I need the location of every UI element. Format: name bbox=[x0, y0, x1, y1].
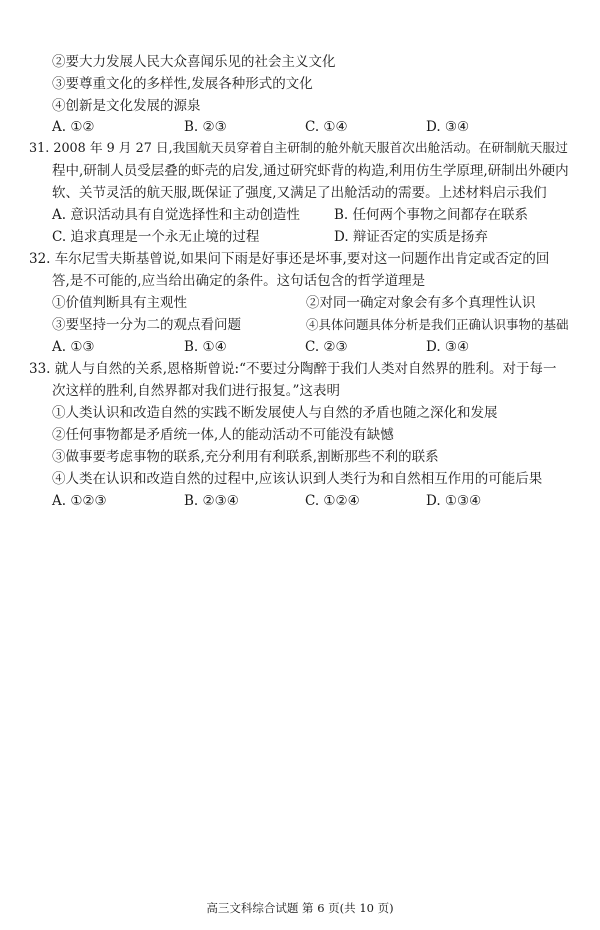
q31-option-b: B. 任何两个事物之间都存在联系 bbox=[334, 207, 529, 223]
q32-statement-2: ②对同一确定对象会有多个真理性认识 bbox=[306, 295, 536, 311]
q31-stem-line-1: 31. 2008 年 9 月 27 日,我国航天员穿着自主研制的舱外航天服首次出舱活动。在研制航天服过 bbox=[29, 141, 568, 156]
q32-statement-4: ④具体问题具体分析是我们正确认识事物的基础 bbox=[306, 317, 569, 332]
q33-statement-1: ①人类认识和改造自然的实践不断发展使人与自然的矛盾也随之深化和发展 bbox=[52, 405, 498, 421]
q33-option-a: A. ①②③ bbox=[52, 493, 107, 509]
q33-statement-4: ④人类在认识和改造自然的过程中,应该认识到人类行为和自然相互作用的可能后果 bbox=[52, 471, 543, 487]
q30-option-d: D. ③④ bbox=[426, 119, 470, 135]
q31-option-a: A. 意识活动具有自觉选择性和主动创造性 bbox=[52, 207, 300, 223]
q30-option-c: C. ①④ bbox=[305, 119, 348, 135]
q30-option-b: B. ②③ bbox=[184, 119, 227, 135]
q32-stem-line-1: 32. 车尔尼雪夫斯基曾说,如果问下雨是好事还是坏事,要对这一问题作出肯定或否定的回 bbox=[29, 251, 550, 267]
q33-stem-line-2: 次这样的胜利,自然界都对我们进行报复。”这表明 bbox=[52, 383, 340, 399]
q30-option-a: A. ①② bbox=[52, 119, 95, 135]
q30-options bbox=[52, 118, 552, 138]
page-footer: 高三文科综合试题 第 6 页(共 10 页) bbox=[206, 901, 394, 915]
q33-option-d: D. ①③④ bbox=[426, 493, 482, 509]
q30-statement-4: ④创新是文化发展的源泉 bbox=[52, 98, 201, 114]
q33-stem-line-1: 33. 就人与自然的关系,恩格斯曾说:“不要过分陶醉于我们人类对自然界的胜利。对于每一 bbox=[29, 361, 557, 377]
q33-options bbox=[52, 492, 552, 512]
q32-options bbox=[52, 338, 552, 358]
q32-option-c: C. ②③ bbox=[305, 339, 348, 355]
q31-option-c: C. 追求真理是一个永无止境的过程 bbox=[52, 229, 260, 245]
q32-statement-3: ③要坚持一分为二的观点看问题 bbox=[52, 317, 241, 333]
q31-stem-line-3: 软、关节灵活的航天服,既保证了强度,又满足了出舱活动的需要。上述材料启示我们 bbox=[52, 185, 547, 201]
q32-statement-1: ①价值判断具有主观性 bbox=[52, 295, 187, 311]
q33-option-b: B. ②③④ bbox=[184, 493, 239, 509]
q31-option-d: D. 辩证否定的实质是扬弃 bbox=[334, 229, 488, 245]
q32-option-a: A. ①③ bbox=[52, 339, 95, 355]
q32-stem-line-2: 答,是不可能的,应当给出确定的条件。这句话包含的哲学道理是 bbox=[52, 273, 426, 289]
q33-statement-3: ③做事要考虑事物的联系,充分利用有利联系,割断那些不利的联系 bbox=[52, 449, 439, 465]
q33-option-c: C. ①②④ bbox=[305, 493, 360, 509]
q32-option-d: D. ③④ bbox=[426, 339, 470, 355]
q30-statement-2: ②要大力发展人民大众喜闻乐见的社会主义文化 bbox=[52, 54, 336, 70]
q32-option-b: B. ①④ bbox=[184, 339, 227, 355]
q33-statement-2: ②任何事物都是矛盾统一体,人的能动活动不可能没有缺憾 bbox=[52, 427, 394, 443]
q30-statement-3: ③要尊重文化的多样性,发展各种形式的文化 bbox=[52, 76, 313, 92]
q31-stem-line-2: 程中,研制人员受层叠的虾壳的启发,通过研究虾背的构造,利用仿生学原理,研制出外硬内 bbox=[52, 163, 569, 179]
